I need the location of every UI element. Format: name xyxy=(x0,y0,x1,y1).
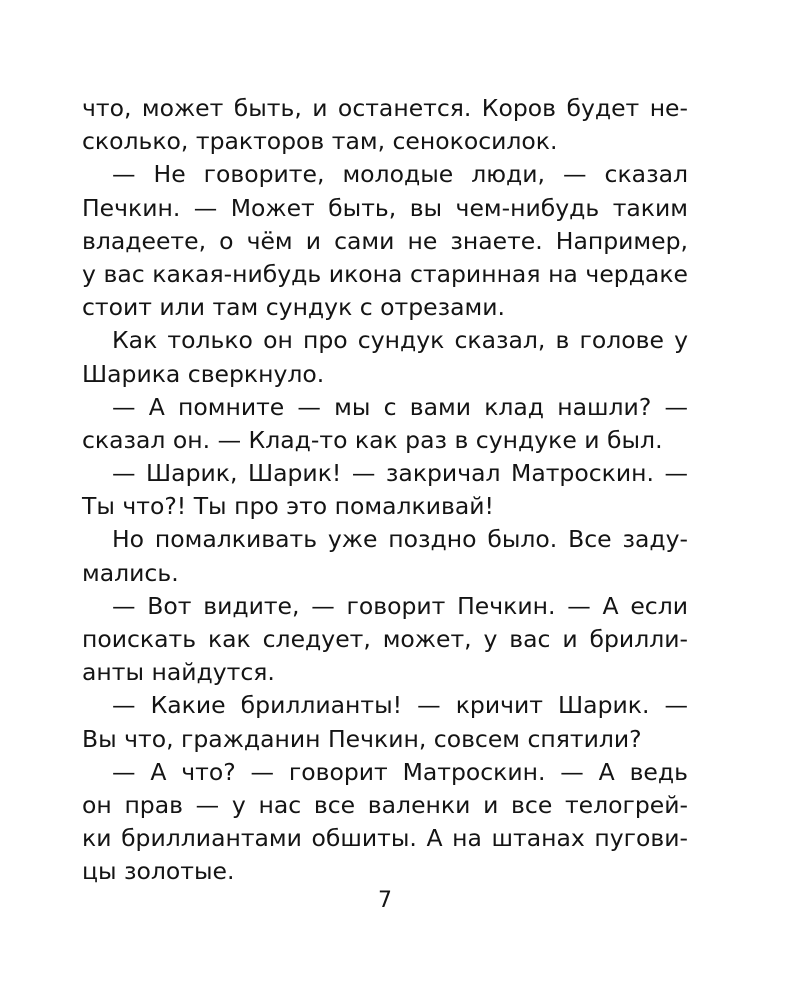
text-line: Ты что?! Ты про это помалкивай! xyxy=(82,492,494,521)
text-line: — А помните — мы с вами клад нашли? — xyxy=(112,392,688,421)
paragraph xyxy=(82,523,688,589)
text-line: у вас какая-нибудь икона старинная на чердаке xyxy=(82,259,688,288)
paragraph xyxy=(82,689,688,755)
paragraph xyxy=(82,590,688,690)
text-line: — А что? — говорит Матроскин. — А ведь xyxy=(112,757,688,786)
text-line: мались. xyxy=(82,558,179,587)
text-line: — Вот видите, — говорит Печкин. — А если xyxy=(112,591,688,620)
paragraph xyxy=(82,324,688,390)
text-line: владеете, о чём и сами не знаете. Например, xyxy=(82,226,688,255)
paragraph xyxy=(82,457,688,523)
text-line: Как только он про сундук сказал, в голове у xyxy=(112,326,688,355)
paragraph xyxy=(82,391,688,457)
text-line: Но помалкивать уже поздно было. Все заду- xyxy=(112,525,688,554)
text-line: — Не говорите, молодые люди, — сказал xyxy=(112,160,688,189)
text-line: Вы что, гражданин Печкин, совсем спятили? xyxy=(82,724,642,753)
text-line: анты найдутся. xyxy=(82,658,275,687)
text-line: — Какие бриллианты! — кричит Шарик. — xyxy=(112,691,688,720)
paragraph xyxy=(82,158,688,324)
text-line: сколько, тракторов там, сенокосилок. xyxy=(82,127,558,156)
text-line: стоит или там сундук с отрезами. xyxy=(82,293,505,322)
text-line: он прав — у нас все валенки и все телогрей- xyxy=(82,790,688,819)
text-line: Печкин. — Может быть, вы чем-нибудь таким xyxy=(82,193,688,222)
text-line: цы золотые. xyxy=(82,857,235,886)
text-line: сказал он. — Клад-то как раз в сундуке и был. xyxy=(82,425,663,454)
text-line: ки бриллиантами обшиты. А на штанах пугови- xyxy=(82,824,688,853)
paragraph xyxy=(82,756,688,889)
page-text xyxy=(82,92,688,889)
text-line: что, может быть, и останется. Коров будет не- xyxy=(82,94,688,122)
page-number: 7 xyxy=(378,888,392,913)
text-line: поискать как следует, может, у вас и брилли- xyxy=(82,625,688,653)
text-line: Шарика сверкнуло. xyxy=(82,359,325,388)
text-line: — Шарик, Шарик! — закричал Матроскин. — xyxy=(112,459,688,488)
paragraph xyxy=(82,92,688,158)
